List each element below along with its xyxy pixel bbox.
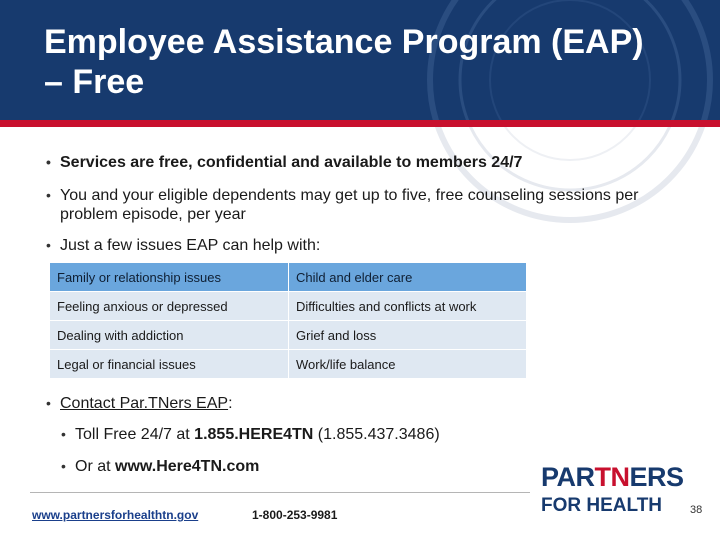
bullet-contact <box>46 394 233 413</box>
footer-divider <box>30 492 530 493</box>
bullet-icon: • <box>46 187 51 203</box>
title-bar <box>0 0 720 120</box>
table-cell: Work/life balance <box>289 350 527 379</box>
bullet-icon: • <box>46 395 51 411</box>
bullet-text: Just a few issues EAP can help with: <box>60 237 321 254</box>
bullet-services-free <box>46 153 523 172</box>
issues-table <box>49 262 527 379</box>
bullet-icon: • <box>61 458 66 474</box>
table-cell: Dealing with addiction <box>50 321 289 350</box>
table-cell: Difficulties and conflicts at work <box>289 292 527 321</box>
table-cell: Feeling anxious or depressed <box>50 292 289 321</box>
table-row <box>50 292 527 321</box>
page-number: 38 <box>690 504 703 516</box>
toll-free-number: 1.855.HERE4TN <box>194 426 314 443</box>
slide-title: Employee Assistance Program (EAP) – Free <box>44 23 644 101</box>
sub-bullet-toll-free <box>61 425 440 444</box>
bullet-text: You and your eligible dependents may get up to five, free counseling sessions per problem episode, per year <box>60 187 639 223</box>
website-prefix: Or at <box>75 458 116 475</box>
partners-for-health-logo <box>541 462 684 522</box>
toll-free-prefix: Toll Free 24/7 at <box>75 426 195 443</box>
website-address: www.Here4TN.com <box>115 458 260 475</box>
table-row <box>50 350 527 379</box>
footer-phone-number: 1-800-253-9981 <box>252 508 338 522</box>
table-cell: Grief and loss <box>289 321 527 350</box>
bullet-icon: • <box>46 154 51 170</box>
table-row <box>50 321 527 350</box>
contact-eap-link[interactable]: Contact Par.TNers EAP <box>60 395 229 412</box>
logo-wordmark: PARTNERS <box>541 462 684 492</box>
title-divider <box>0 120 720 127</box>
logo-tagline: FOR HEALTH <box>541 495 663 516</box>
table-cell: Child and elder care <box>289 263 527 292</box>
sub-bullet-website <box>61 457 260 476</box>
toll-free-numeric: (1.855.437.3486) <box>313 426 440 443</box>
footer-website-link[interactable]: www.partnersforhealthtn.gov <box>32 508 199 522</box>
bullet-text: Services are free, confidential and available to members 24/7 <box>60 154 523 171</box>
bullet-icon: • <box>61 426 66 442</box>
contact-colon: : <box>228 395 233 412</box>
table-row <box>50 263 527 292</box>
table-cell: Legal or financial issues <box>50 350 289 379</box>
table-cell: Family or relationship issues <box>50 263 289 292</box>
bullet-counseling-sessions <box>46 186 640 224</box>
bullet-issues-intro <box>46 236 321 255</box>
bullet-icon: • <box>46 237 51 253</box>
